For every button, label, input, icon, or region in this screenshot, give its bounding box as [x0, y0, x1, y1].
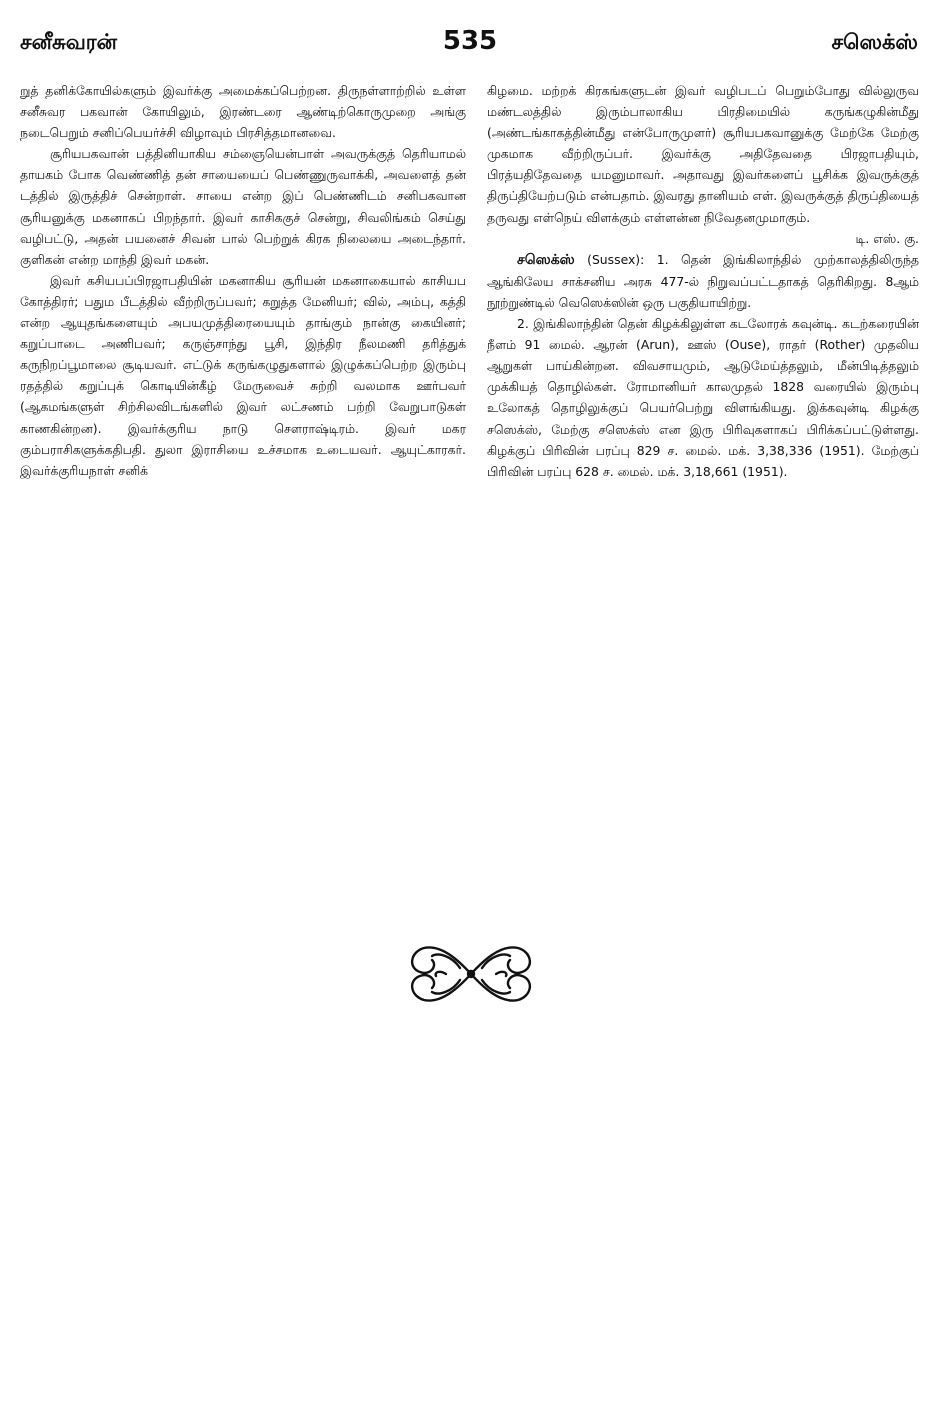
page-header	[0, 26, 940, 62]
paragraph: சூரியபகவான் பத்தினியாகிய சம்ஞையென்பாள் அவருக்குத் தெரியாமல் தாயகம் போக வெண்ணித் தன் சாயையைப் பெண்ணுருவாக்கி, அவளைத் தன் டத்தில் இருத்திச் சென்றாள். சாயை என்ற இப் பெண்ணிடம் சனிபகவான சூரியனுக்கு மகனாகப் பிறந்தார். இவர் காசிககுச் சென்று, சிவலிங்கம் செய்து வழிபட்டு, அதன் பயனைச் சிவன் பால் பெற்றுக் கிரக நிலையை அடைந்தார். குளிகன் என்ற மாந்தி இவர் மகன்.	[20, 146, 466, 267]
ornament-left-half	[412, 947, 471, 1000]
entry-headword: சஸெக்ஸ்	[517, 251, 575, 268]
paragraph: றுத் தனிக்கோயில்களும் இவர்க்கு அமைக்கப்பெற்றன. திருநள்ளாற்றில் உள்ள சனீசுவர பகவான் கோயிலும், இரண்டரை ஆண்டிற்கொருமுறை அங்கு நடைபெறும் சனிப்பெயர்ச்சி விழாவும் பிரசித்தமானவை.	[20, 83, 466, 141]
running-head-left: சனீசுவரன்	[20, 30, 118, 54]
entry-paragraph	[487, 249, 919, 313]
page-number: 535	[442, 26, 498, 56]
floral-ornament-icon	[402, 932, 540, 1016]
paragraph: கிழமை. மற்றக் கிரகங்களுடன் இவர் வழிபடப் பெறும்போது வில்லுருவ மண்டலத்தில் இரும்பாலாகிய பிரதிமையில் கருங்கழுகின்மீது (அண்டங்காகத்தின்மீது என்போருமுளர்) சூரியபகவானுக்கு மேற்கே மேற்கு முகமாக வீற்றிருப்பர். இவர்க்கு அதிதேவதை பிரஜாபதியும், பிரத்யதிதேவதை யமனுமாவர். அதாவது இவர்களைப் பூசிக்க இவருக்குத் திருப்தியேற்படும் என்பதாம். இவரது தானியம் எள். இவருக்குத் திருப்தியைத் தருவது எள்நெய் விளக்கும் எள்ளன்ன நிவேதனமுமாகும்.	[487, 83, 919, 225]
paragraph: 2. இங்கிலாந்தின் தென் கிழக்கிலுள்ள கடலோரக் கவுன்டி. கடற்கரையின் நீளம் 91 மைல். ஆரன் (Arun), ஊஸ் (Ouse), ராதர் (Rother) முதலிய ஆறுகள் பாய்கின்றன. விவசாயமும், ஆடுமேய்த்தலும், மீன்பிடித்தலும் முக்கியத் தொழில்கள். ரோமானியர் காலமுதல் 1828 வரையில் இரும்பு உலோகத் தொழிலுக்குப் பெயர்பெற்று விளங்கியது. இக்கவுன்டி கிழக்கு சஸெக்ஸ், மேற்கு சஸெக்ஸ் என இரு பிரிவுகளாகப் பிரிக்கப்பட்டுள்ளது. கிழக்குப் பிரிவின் பரப்பு 829 ச. மைல். மக். 3,38,336 (1951). மேற்குப் பிரிவின் பரப்பு 628 ச. மைல். மக். 3,18,661 (1951).	[487, 316, 919, 479]
author-signature: டி. எஸ். கு.	[855, 230, 919, 246]
right-column	[487, 80, 919, 482]
ornament-right-half	[471, 947, 530, 1000]
left-column	[20, 80, 466, 481]
paragraph: இவர் கசியபப்பிரஜாபதியின் மகனாகிய சூரியன் மகனாகையால் காசியப கோத்திரர்; பதும பீடத்தில் வீற்றிருப்பவர்; கறுத்த மேனியர்; வில், அம்பு, கத்தி என்ற ஆயுதங்களையும் அபயமுத்திரையையும் தாங்கும் நான்கு கையினர்; கறுப்பாடை அணிபவர்; கருஞ்சாந்து பூசி, இந்திர நீலமணி தரித்துக் கருநிறப்பூமாலை சூடியவர். எட்டுக் கருங்கழுதுகளால் இழுக்கப்பெற்ற இரும்பு ரதத்தில் கறுப்புக் கொடியின்கீழ் மேருவைச் சுற்றி வலமாக ஊர்பவர் (ஆகமங்களுள் சிற்சிலவிடங்களில் இவர் லட்சணம் பற்றி வேறுபாடுகள் காணகின்றன). இவர்க்குரிய நாடு சௌராஷ்டிரம். இவர் மகர கும்பராசிகளுக்கதிபதி. துலா இராசியை உச்சமாக உடையவர். ஆயுட்காரகர். இவர்க்குரியநாள் சனிக்	[20, 272, 466, 478]
entry-text: (Sussex): 1. தென் இங்கிலாந்தில் முற்காலத்திலிருந்த ஆங்கிலேய சாக்சனிய அரசு 477-ல் நிறுவப்பட்டதாகத் தெரிகிறது. 8ஆம் நூற்றுண்டில் வெஸெக்ஸின் ஒரு பகுதியாயிற்று.	[487, 251, 919, 310]
running-head-right: சஸெக்ஸ்	[831, 30, 918, 54]
